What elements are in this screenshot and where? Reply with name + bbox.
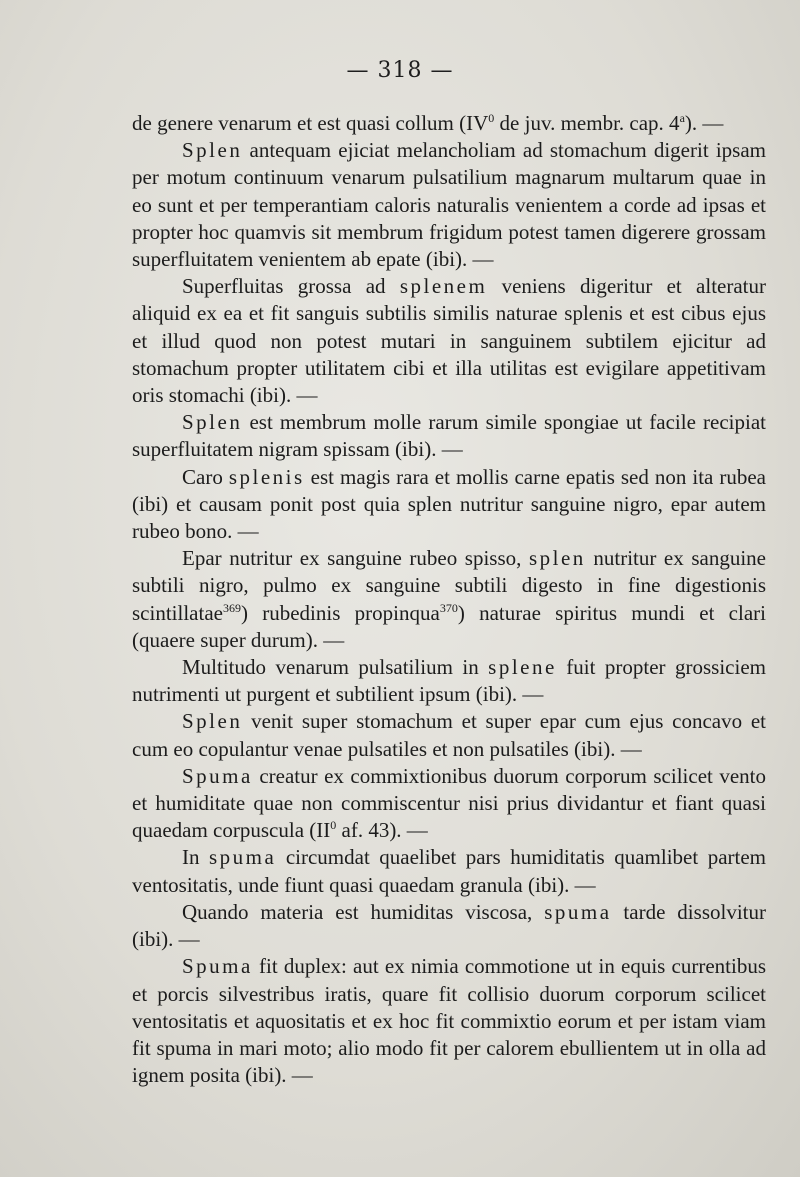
footnote-ref-370: 370: [439, 600, 458, 615]
paragraph-6: Multitudo venarum pulsatilium in splene fuit propter grossiciem nutrimenti ut purgent et subtilient ipsum (ibi). —: [132, 655, 766, 707]
spaced-term: splenem: [399, 274, 488, 299]
paragraph-11: Spuma fit duplex: aut ex nimia commotione ut in equis currentibus et porcis silvestribus iratis, quare fit collisio duorum corporum scilicet ventositatis et aquositatis et ex hoc fit commixtio eorum et per istam viam fit spuma in mari moto; alio modo fit per calorem ebullientem ut in olla ad ignem posita (ibi). —: [132, 954, 766, 1088]
spaced-term: splenis: [228, 464, 305, 489]
page-number: — 318 —: [346, 58, 454, 83]
spaced-term: Splen: [182, 709, 243, 734]
spaced-term: spuma: [209, 845, 277, 870]
paragraph-3: Splen est membrum molle rarum simile spongiae ut facile recipiat superfluitatem nigram spissam (ibi). —: [132, 410, 766, 462]
paragraph-4: Caro splenis est magis rara et mollis carne epatis sed non ita rubea (ibi) et causam ponit post quia splen nutritur sanguine nigro, epar autem rubeo bono. —: [132, 464, 766, 544]
paragraph-8: Spuma creatur ex commixtionibus duorum corporum scilicet vento et humiditate quae non commiscentur nisi prius dividantur et fiant quasi quaedam corpuscula ($II^0$ af. 43). —: [132, 763, 766, 843]
spaced-term: Spuma: [182, 763, 253, 788]
paragraph-7: Splen venit super stomachum et super epar cum ejus concavo et cum eo copulantur venae pulsatiles et non pulsatiles (ibi). —: [132, 709, 766, 761]
paragraph-0: de genere venarum et est quasi collum ($IV^0$ de juv. membr. cap. 4$^a$). —: [132, 111, 724, 135]
spaced-term: Spuma: [182, 954, 253, 979]
spaced-term: Splen: [182, 138, 243, 163]
spaced-term: splene: [488, 655, 557, 680]
footnote-ref-369: 369: [222, 600, 241, 615]
spaced-term: spuma: [544, 899, 612, 924]
paragraph-1: Splen antequam ejiciat melancholiam ad stomachum digerit ipsam per motum continuum venarum pulsatilium magnarum multarum quae in eo sunt et per temperantiam caloris naturalis venientem a corde ad ipsas et propter hoc quamvis sit membrum frigidum potest tamen digerere grossam superfluitatem venientem ab epate (ibi). —: [132, 138, 766, 272]
spaced-term: Splen: [182, 410, 243, 435]
paragraph-5: Epar nutritur ex sanguine rubeo spisso, splen nutritur ex sanguine subtili nigro, pulmo ex sanguine subtili digesto in fine digestionis scintillatae$^{369}$) rubedinis propinqua$^{370}$) naturae spiritus mundi et clari (quaere super durum). —: [132, 546, 766, 652]
paragraph-2: Superfluitas grossa ad splenem veniens digeritur et alteratur aliquid ex ea et fit sanguis subtilis similis naturae splenis et est cibus ejus et illud quod non potest mutari in sanguinem subtilem ejicitur ad stomachum propter utilitatem cibi et illa utilitas est evigilare appetitivam oris stomachi (ibi). —: [132, 274, 766, 408]
paragraph-9: In spuma circumdat quaelibet pars humiditatis quamlibet partem ventositatis, unde fiunt quasi quaedam granula (ibi). —: [132, 845, 766, 897]
body-text: [132, 110, 766, 1089]
paragraph-10: Quando materia est humiditas viscosa, spuma tarde dissolvitur (ibi). —: [132, 899, 766, 952]
spaced-term: splen: [528, 546, 586, 571]
